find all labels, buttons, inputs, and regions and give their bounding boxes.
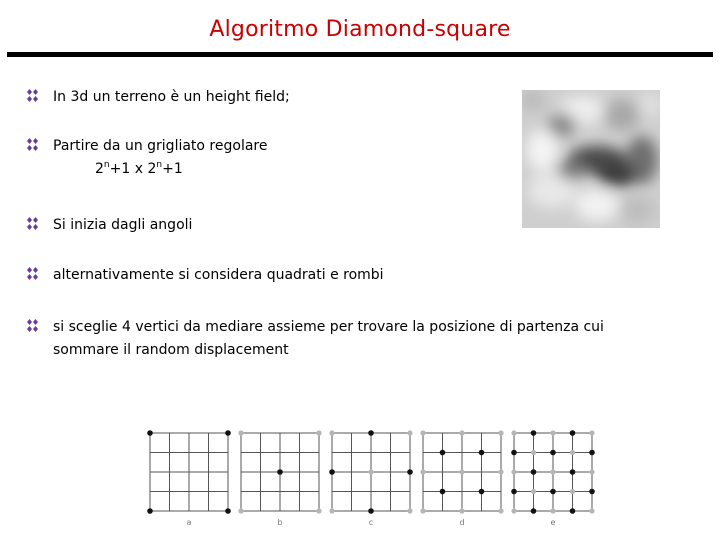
diamond-bullet-icon [26, 319, 39, 332]
grid-vertex [440, 489, 446, 495]
grid-vertex [329, 508, 334, 513]
grid-vertex [570, 469, 576, 475]
grid-vertex [225, 508, 231, 514]
grid-vertex [570, 450, 575, 455]
bullet-text: Partire da un grigliato regolare [53, 138, 268, 154]
grid-vertex [570, 508, 576, 514]
grid-panel [329, 430, 413, 527]
grid-vertex [368, 430, 374, 436]
grid-vertex [459, 469, 464, 474]
grid-vertex [459, 430, 464, 435]
grid-vertex [550, 508, 555, 513]
grid-label: e [550, 518, 556, 527]
grid-vertex [459, 508, 464, 513]
grid-label: b [277, 518, 283, 527]
grid-label: c [368, 518, 374, 527]
grid-vertex [329, 469, 335, 475]
grid-vertex [498, 430, 503, 435]
grid-vertex [531, 489, 536, 494]
grid-vertex [479, 450, 485, 456]
grid-vertex [329, 430, 334, 435]
grid-vertex [589, 469, 594, 474]
grid-vertex [440, 450, 446, 456]
grid-vertex [589, 450, 595, 456]
grid-vertex [498, 469, 503, 474]
grid-vertex [589, 508, 594, 513]
formula-base: 2 [95, 161, 104, 177]
grid-label: a [186, 518, 192, 527]
grid-vertex [511, 430, 516, 435]
grid-vertex [511, 489, 517, 495]
grid-label: d [459, 518, 465, 527]
formula-exponent: n [156, 160, 163, 170]
formula-base: 2 [147, 161, 157, 177]
bullet-text: Si inizia dagli angoli [53, 217, 193, 233]
grid-vertex [550, 469, 555, 474]
grid-vertex [407, 430, 412, 435]
grid-vertex [550, 450, 556, 456]
grid-vertex [277, 469, 283, 475]
grid-vertex [479, 489, 485, 495]
grid-vertex [531, 508, 537, 514]
grid-vertex [589, 430, 594, 435]
grid-panel [147, 430, 231, 527]
diamond-bullet-icon [26, 89, 39, 102]
grid-vertex [368, 508, 374, 514]
formula-exponent: n [103, 160, 110, 170]
diamond-square-steps-diagram [146, 425, 606, 530]
grid-vertex [570, 489, 575, 494]
grid-vertex [511, 469, 516, 474]
grid-panel [238, 430, 321, 527]
grid-vertex [511, 508, 516, 513]
grid-vertex [238, 508, 243, 513]
formula-rest: +1 [162, 161, 183, 177]
bullet-text: In 3d un terreno è un height field; [53, 89, 290, 105]
grid-panel [511, 430, 595, 527]
grid-vertex [316, 430, 321, 435]
grid-vertex [368, 469, 373, 474]
grid-vertex [316, 508, 321, 513]
grid-vertex [589, 489, 595, 495]
grid-size-formula [95, 160, 183, 177]
grid-vertex [550, 430, 555, 435]
diamond-bullet-icon [26, 217, 39, 230]
bullet-text: si sceglie 4 vertici da mediare assieme per trovare la posizione di partenza cui sommare il random displacement [53, 319, 604, 358]
slide-title: Algoritmo Diamond-square [209, 17, 511, 42]
grid-panel [420, 430, 503, 527]
grid-vertex [531, 430, 537, 436]
grid-vertex [420, 508, 425, 513]
grid-vertex [225, 430, 231, 436]
grid-vertex [531, 450, 536, 455]
diamond-bullet-icon [26, 267, 39, 280]
diamond-bullet-icon [26, 138, 39, 151]
height-field-image [522, 90, 660, 228]
grid-vertex [420, 469, 425, 474]
grid-vertex [498, 508, 503, 513]
grid-vertex [147, 508, 153, 514]
grid-vertex [531, 469, 537, 475]
grid-vertex [511, 450, 517, 456]
grid-vertex [550, 489, 556, 495]
grid-vertex [570, 430, 576, 436]
formula-rest: +1 x [109, 161, 148, 177]
grid-vertex [238, 430, 243, 435]
grid-vertex [147, 430, 153, 436]
grid-vertex [420, 430, 425, 435]
grid-vertex [407, 469, 413, 475]
grid-vertex [407, 508, 412, 513]
bullet-text: alternativamente si considera quadrati e rombi [53, 267, 384, 283]
